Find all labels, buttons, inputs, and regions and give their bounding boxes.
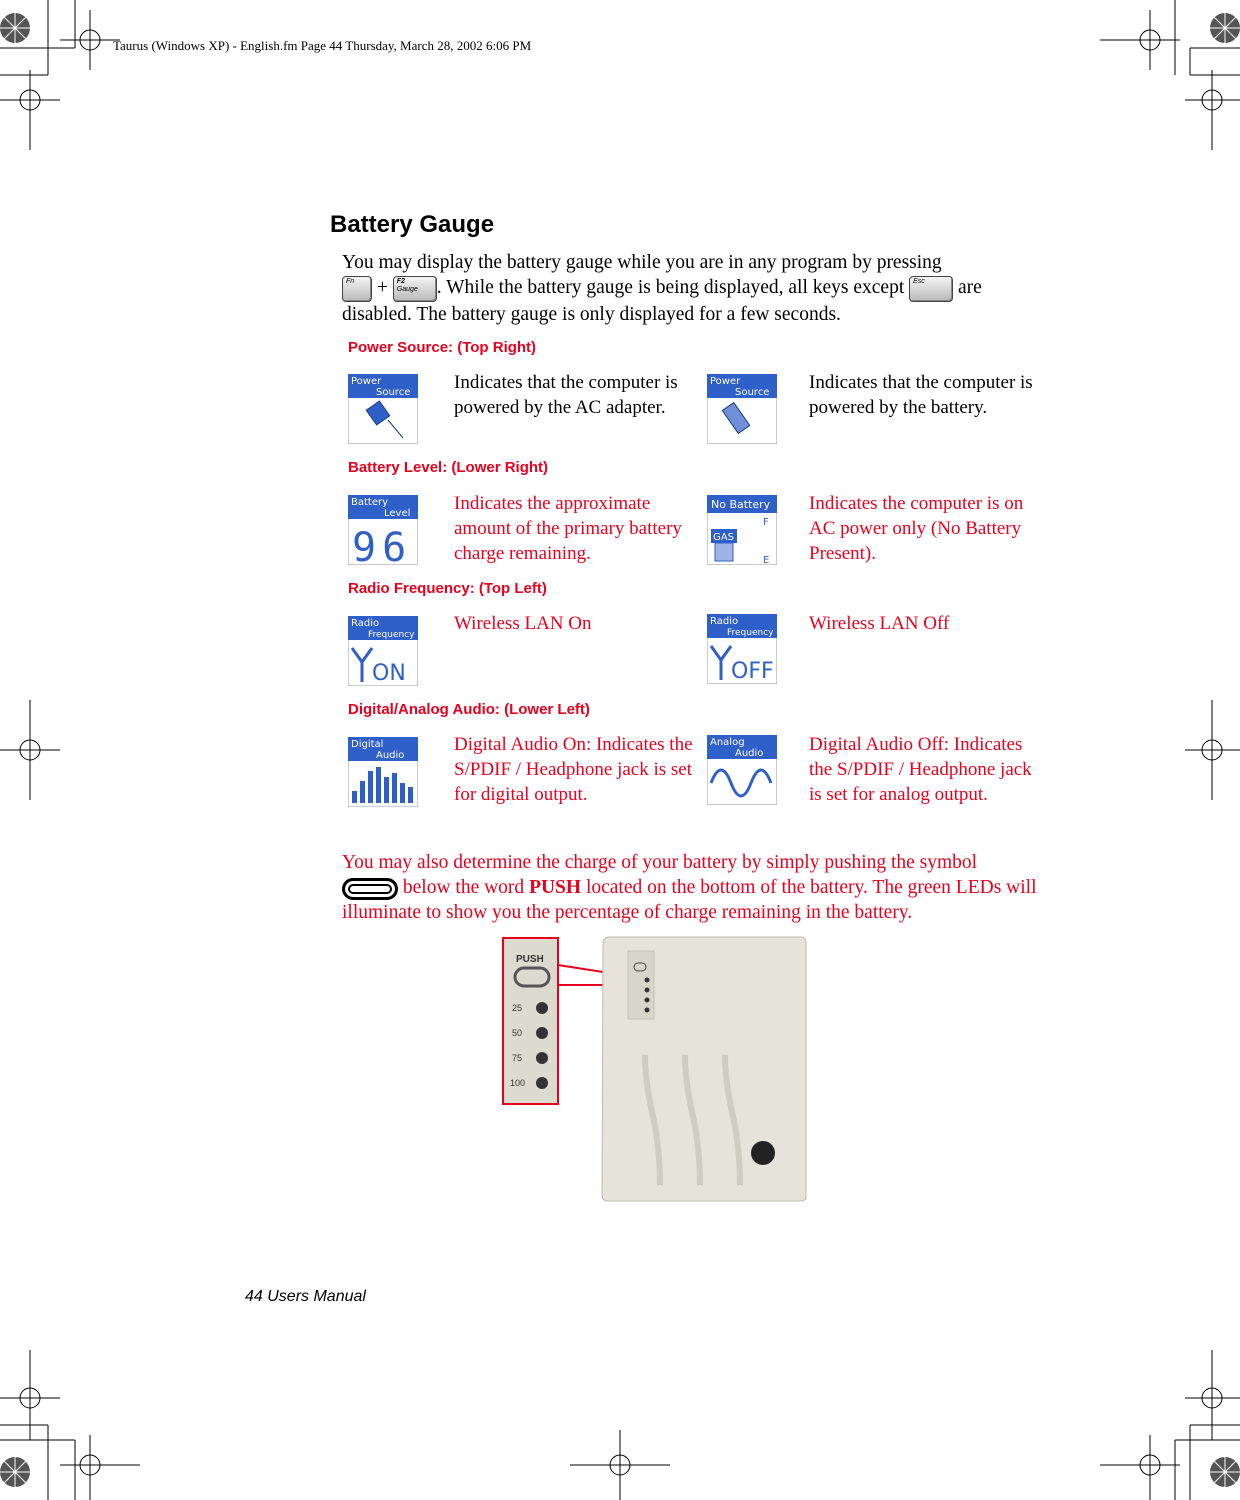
power-ac-description: Indicates that the computer is powered by the AC adapter. <box>454 372 678 418</box>
battery-level-icon <box>348 495 418 565</box>
icon-label-line1: Power <box>351 376 382 387</box>
icon-label-line2: Audio <box>735 748 764 759</box>
analog-audio-description: Digital Audio Off: Indicates the S/PDIF / Headphone jack is set for analog output. <box>809 734 1032 805</box>
wireless-state: OFF <box>731 659 774 684</box>
wireless-on-description: Wireless LAN On <box>454 613 592 634</box>
file-header: Taurus (Windows XP) - English.fm Page 44 Thursday, March 28, 2002 6:06 PM <box>113 38 532 53</box>
icon-label-line1: Battery <box>351 497 389 508</box>
icon-label-line1: Radio <box>351 618 380 629</box>
icon-label-line1: Digital <box>351 739 384 750</box>
level-25-label: 25 <box>512 1003 523 1013</box>
push-text-2: below the word <box>402 877 525 898</box>
intro-text-3: are disabled. The battery gauge is only displayed for a few seconds. <box>342 277 982 325</box>
battery-power-icon <box>707 374 777 444</box>
plus-sign: + <box>376 277 388 298</box>
icon-label-line2: Level <box>384 508 411 519</box>
wireless-off-icon <box>707 614 777 684</box>
analog-audio-icon <box>707 735 777 805</box>
icon-label-line2: Source <box>735 387 770 398</box>
intro-text-2: . While the battery gauge is being displayed, all keys except <box>436 277 905 298</box>
heading-power-source: Power Source: (Top Right) <box>348 339 537 356</box>
gas-label: GAS <box>713 532 734 543</box>
wireless-on-icon <box>348 616 418 686</box>
intro-paragraph <box>342 250 1042 327</box>
full-mark: F <box>763 517 769 528</box>
digital-audio-icon <box>348 737 418 807</box>
heading-battery-level: Battery Level: (Lower Right) <box>348 459 549 476</box>
f2-gauge-key-icon: F2 Gauge <box>393 276 437 302</box>
no-battery-label: No Battery <box>711 498 771 511</box>
icon-label-line2: Frequency <box>368 630 415 640</box>
icon-label-line1: Radio <box>710 616 739 627</box>
inset-push-label: PUSH <box>516 954 544 965</box>
battery-level-description: Indicates the approximate amount of the primary battery charge remaining. <box>454 493 682 564</box>
icon-label-line2: Audio <box>376 750 405 761</box>
icon-label-line2: Source <box>376 387 411 398</box>
push-text-1: You may also determine the charge of your battery by simply pushing the symbol <box>342 852 978 873</box>
digital-audio-description: Digital Audio On: Indicates the S/PDIF / Headphone jack is set for digital output. <box>454 734 693 805</box>
level-75-label: 75 <box>512 1053 523 1063</box>
level-100-label: 100 <box>510 1078 526 1088</box>
power-battery-description: Indicates that the computer is powered by the battery. <box>809 372 1033 418</box>
battery-level-value: 96 <box>352 525 413 565</box>
esc-key-icon: Esc <box>909 276 953 302</box>
no-battery-icon <box>707 495 777 565</box>
empty-mark: E <box>763 555 770 565</box>
push-button-symbol-icon <box>342 878 398 900</box>
page-title: Battery Gauge <box>330 211 495 238</box>
push-paragraph <box>342 850 1062 925</box>
ac-adapter-icon <box>348 374 418 444</box>
icon-label-line2: Frequency <box>727 628 774 638</box>
heading-radio-frequency: Radio Frequency: (Top Left) <box>348 580 547 597</box>
icon-label-line1: Power <box>710 376 741 387</box>
wireless-state: ON <box>372 661 406 686</box>
wireless-off-description: Wireless LAN Off <box>809 613 950 634</box>
page-footer: 44 Users Manual <box>245 1288 366 1305</box>
heading-audio: Digital/Analog Audio: (Lower Left) <box>348 701 590 718</box>
level-50-label: 50 <box>512 1028 523 1038</box>
push-text-3: located on the bottom of the battery. The green LEDs will illuminate to show you the percentage of charge remaining in the battery. <box>342 877 1037 923</box>
intro-text-1: You may display the battery gauge while you are in any program by pressing <box>342 252 942 273</box>
push-word: PUSH <box>529 877 582 898</box>
no-battery-description: Indicates the computer is on AC power only (No Battery Present). <box>809 493 1024 564</box>
icon-label-line1: Analog <box>710 737 745 748</box>
battery-photo-figure <box>500 935 810 1205</box>
fn-key-icon: Fn <box>342 276 372 302</box>
